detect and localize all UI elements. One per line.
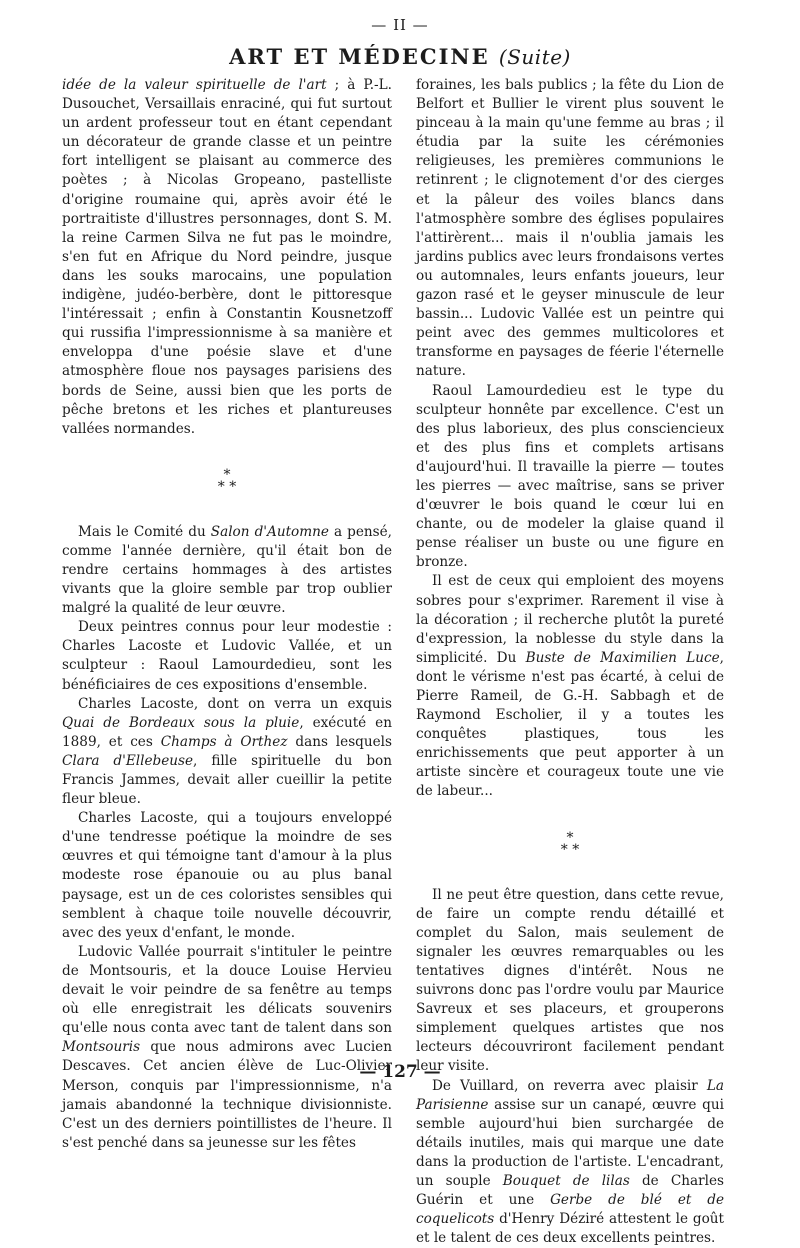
paragraph-text: Mais le Comité du: [78, 524, 211, 540]
asterism-top: *: [416, 832, 724, 844]
italic-text: Bouquet de lilas: [503, 1173, 630, 1189]
italic-text: La Parisienne: [416, 1078, 724, 1113]
italic-text: Quai de Bordeaux sous la pluie: [62, 715, 299, 731]
paragraph: Raoul Lamourdedieu est le type du sculpteur honnête par excellence. C'est un des plus laborieux, des plus consciencieux et des plus fins et complets artisans d'aujourd'hui. Il travaille la pierre — toutes les pierres — avec maîtrise, sans se priver d'œuvrer le bois quand le cœur lui en chante, ou de modeler la glaise quand il pense réaliser un buste ou une figure en bronze.: [416, 382, 724, 573]
paragraph-text: de Charles Guérin et une: [416, 1173, 724, 1208]
paragraph-text: , exécuté en 1889, et ces: [62, 715, 392, 750]
paragraph: [62, 76, 392, 439]
paragraph: [62, 943, 392, 1153]
paragraph-text: , fille spirituelle du bon Francis Jammes, devait aller cueillir la petite fleur bleue.: [62, 753, 392, 807]
paragraph-text: que nous admirons avec Lucien Descaves. Cet ancien élève de Luc-Olivier Merson, conquis par l'impressionnisme, n'a jamais abandonné la technique divisionniste. C'est un des derniers pointillistes de l'heure. Il s'est penché dans sa jeunesse sur les fêtes: [62, 1039, 392, 1150]
paragraph-text: a pensé, comme l'année dernière, qu'il était bon de rendre certains hommages à des artistes vivants que la gloire semble par trop oublier malgré la qualité de leur œuvre.: [62, 524, 392, 616]
title-suite: (Suite): [499, 45, 571, 69]
paragraph: [416, 1077, 724, 1248]
paragraph: [416, 572, 724, 801]
paragraph-text: assise sur un canapé, œuvre qui semble aujourd'hui bien surchargée de détails inutiles, mais qui marque une date dans la production de l'artiste. L'encadrant, un souple: [416, 1097, 724, 1189]
asterism-separator: [416, 832, 724, 856]
paragraph: foraines, les bals publics ; la fête du Lion de Belfort et Bullier le virent plus souvent le pinceau à la main qu'une femme au bras ; il étudia par la suite les cérémonies religieuses, les premières communions le retinrent ; le clignotement d'or des cierges et la pâleur des voiles blancs dans l'atmosphère sombre des églises populaires l'attirèrent... mais il n'oublia jamais les jardins publics avec leurs frondaisons vertes ou automnales, leurs enfants joueurs, leur gazon rasé et le geyser minuscule de leur bassin... Ludovic Vallée est un peintre qui peint avec des gemmes multicolores et transforme en paysages de féerie l'éternelle nature.: [416, 76, 724, 382]
page-number: — 127 —: [0, 1062, 800, 1082]
italic-text: Salon d'Automne: [211, 524, 329, 540]
paragraph-text: Il est de ceux qui emploient des moyens sobres pour s'exprimer. Rarement il vise à la décoration ; il recherche plutôt la pureté d'expression, la noblesse du style dans la simplicité. Du: [416, 573, 724, 665]
asterism-bottom: * *: [416, 844, 724, 856]
italic-text: Montsouris: [62, 1039, 140, 1055]
paragraph: [62, 523, 392, 618]
paragraph: Deux peintres connus pour leur modestie : Charles Lacoste et Ludovic Vallée, et un sculpteur : Raoul Lamourdedieu, sont les bénéficiaires de ces expositions d'ensemble.: [62, 618, 392, 694]
paragraph: Charles Lacoste, qui a toujours enveloppé d'une tendresse poétique la moindre de ses œuvres et qui témoigne tant d'amour à la plus modeste rose épanouie ou au plus banal paysage, est un de ces coloristes sensibles qui semblent à chaque toile nouvelle découvrir, avec des yeux d'enfant, le monde.: [62, 809, 392, 943]
title-text: ART ET MÉDECINE: [229, 44, 489, 69]
page-title: [0, 42, 800, 72]
italic-text: Clara d'Ellebeuse: [62, 753, 193, 769]
asterism-top: *: [62, 469, 392, 481]
asterism-separator: [62, 469, 392, 493]
paragraph-text: d'Henry Déziré attestent le goût et le talent de ces deux excellents peintres.: [416, 1211, 724, 1246]
paragraph-text: ; à P.-L. Dusouchet, Versaillais enraciné, qui fut surtout un ardent professeur tout en étant cependant un décorateur de grande classe et un peintre fort intelligent se plaisant au commerce des poètes ; à Nicolas Gropeano, pastelliste d'origine roumaine qui, après avoir été le portraitiste d'illustres personnages, dont S. M. la reine Carmen Silva ne fut pas le moindre, s'en fut en Afrique du Nord peindre, jusque dans les souks marocains, une population indigène, judéo-berbère, dont le pittoresque l'intéressait ; enfin à Constantin Kousnetzoff qui russifia l'impressionnisme à sa manière et enveloppa d'une poésie slave et d'une atmosphère floue nos paysages parisiens des bords de Seine, aussi bien que les ports de pêche bretons et les riches et plantureuses vallées normandes.: [62, 77, 392, 437]
paragraph-text: Ludovic Vallée pourrait s'intituler le peintre de Montsouris, et la douce Louise Hervieu devait le voir peindre de sa fenêtre au temps où elle enregistrait les délicats souvenirs qu'elle nous conta avec tant de talent dans son: [62, 944, 392, 1036]
italic-text: Buste de Maximilien Luce: [526, 650, 720, 666]
paragraph-text: Charles Lacoste, dont on verra un exquis: [78, 696, 392, 712]
italic-text: Gerbe de blé et de coquelicots: [416, 1192, 724, 1227]
paragraph: [62, 695, 392, 810]
italic-text: Champs à Orthez: [161, 734, 288, 750]
paragraph-text: De Vuillard, on reverra avec plaisir: [432, 1078, 707, 1094]
page-roman-numeral: — II —: [0, 16, 800, 34]
paragraph-text: dans lesquels: [288, 734, 393, 750]
asterism-bottom: * *: [62, 481, 392, 493]
paragraph: Il ne peut être question, dans cette revue, de faire un compte rendu détaillé et complet du Salon, mais seulement de signaler les œuvres remarquables ou les tentatives dignes d'intérêt. Nous ne suivrons donc pas l'ordre voulu par Maurice Savreux et ses placeurs, et grouperons simplement quelques artistes que nos lecteurs découvriront facilement pendant leur visite.: [416, 886, 724, 1077]
left-column: [62, 76, 392, 1153]
italic-text: idée de la valeur spirituelle de l'art: [62, 77, 327, 93]
paragraph-text: , dont le vérisme n'est pas écarté, à celui de Pierre Rameil, de G.-H. Sabbagh et de Raymond Escholier, il y a toutes les conquêtes plastiques, tous les enrichissements que peut apporter à un artiste sincère et courageux toute une vie de labeur...: [416, 650, 724, 800]
